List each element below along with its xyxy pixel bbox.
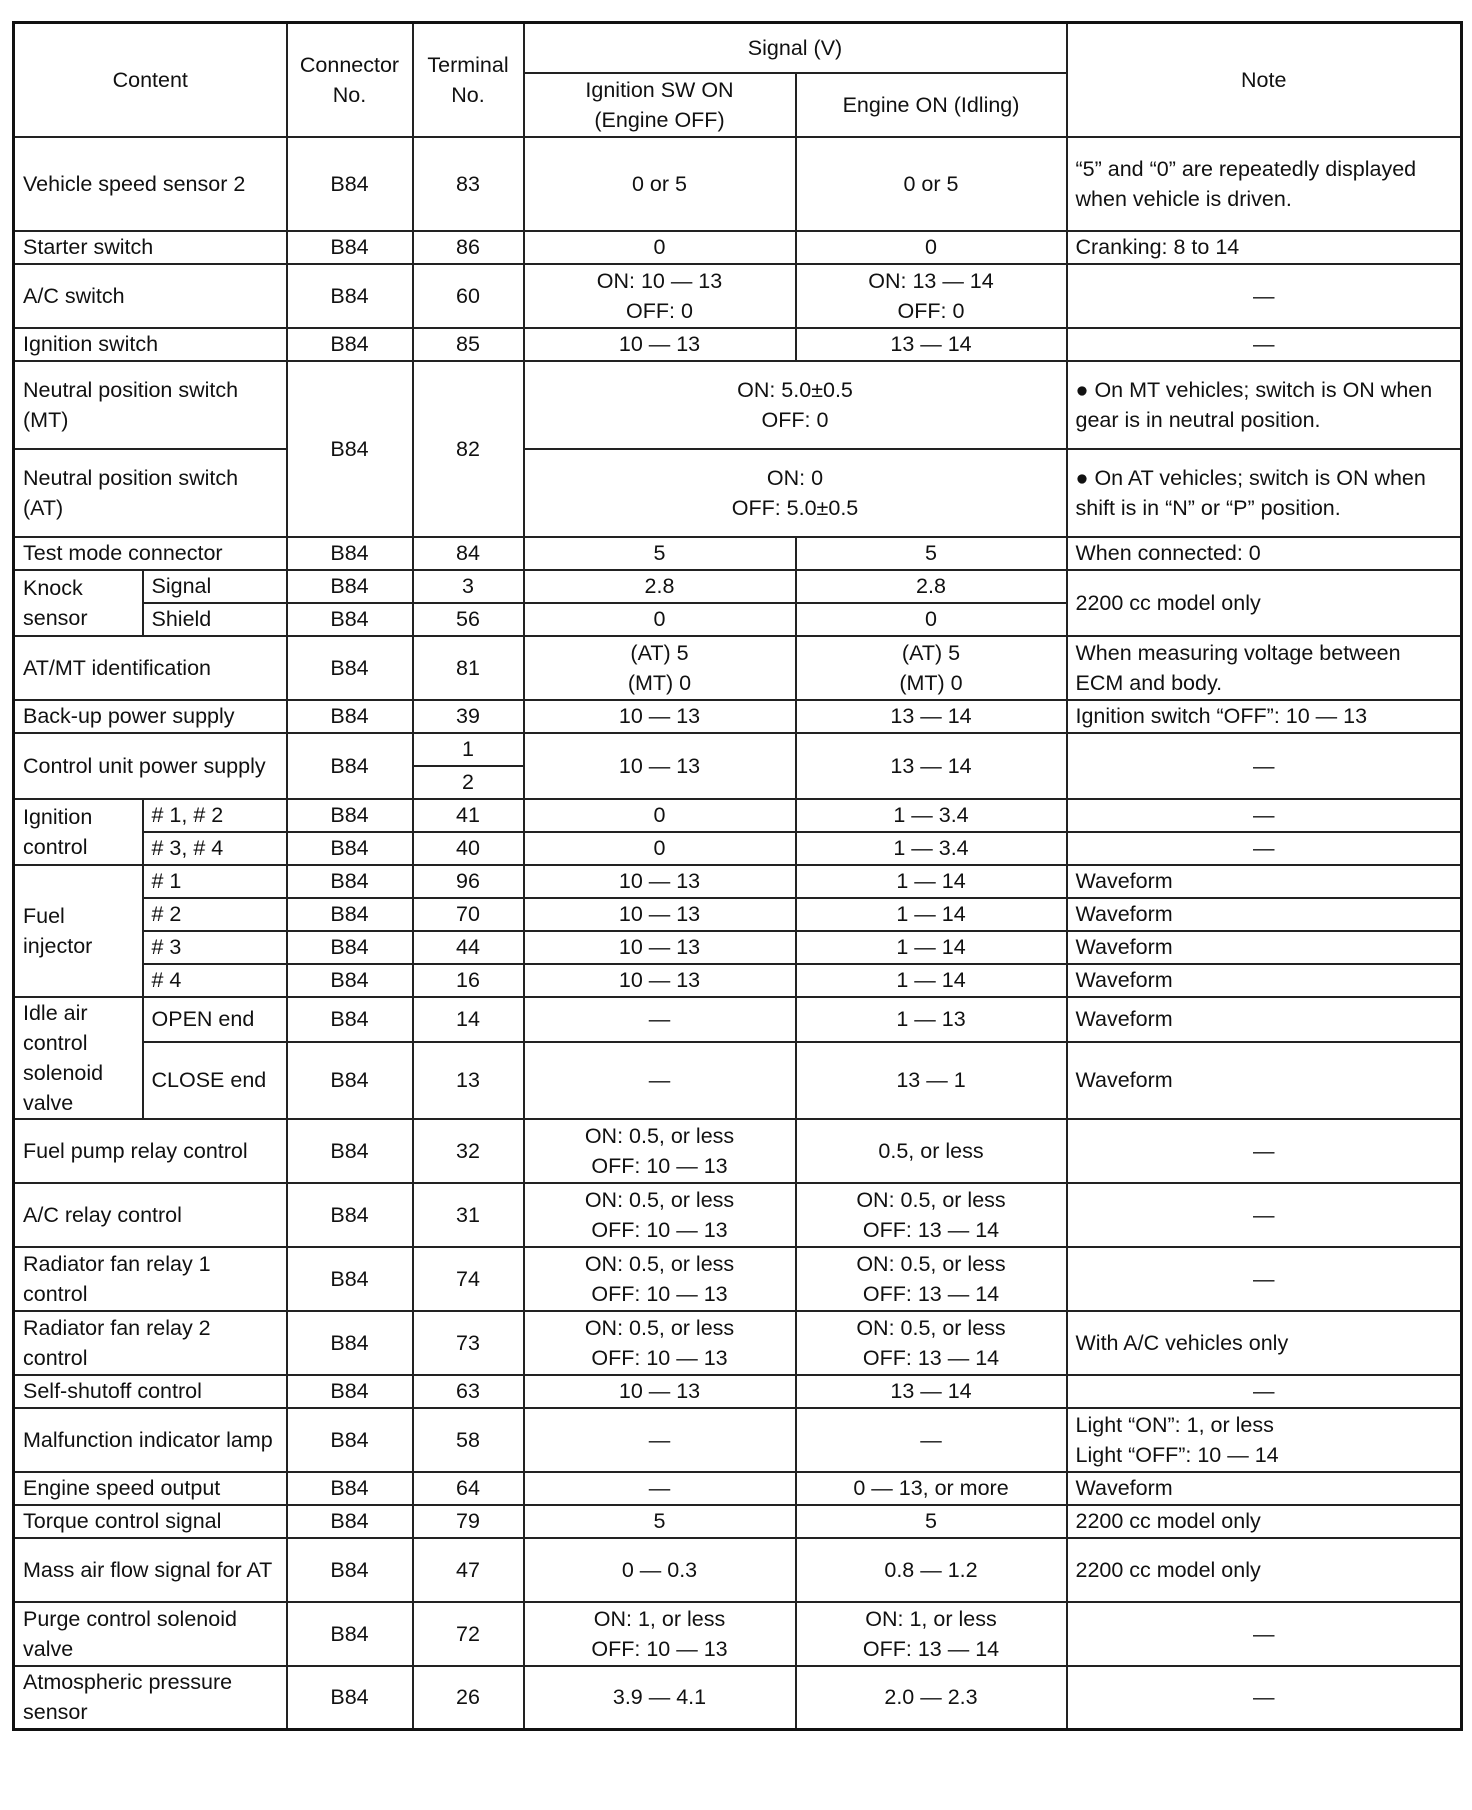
- table-row: [14, 799, 1462, 832]
- row-connector: B84: [287, 733, 413, 799]
- row-ign-signal: ON: 0.5, or less OFF: 10 — 13: [524, 1311, 796, 1375]
- row-connector: B84: [287, 799, 413, 832]
- row-eng-signal: 13 — 1: [796, 1042, 1067, 1119]
- row-connector: B84: [287, 1505, 413, 1538]
- row-connector: B84: [287, 1472, 413, 1505]
- row-eng-signal: 1 — 14: [796, 931, 1067, 964]
- row-terminal: 84: [413, 537, 524, 570]
- row-terminal: 81: [413, 636, 524, 700]
- row-ign-signal: 3.9 — 4.1: [524, 1666, 796, 1730]
- row-content: Mass air flow signal for AT: [14, 1538, 287, 1602]
- row-note: ● On AT vehicles; switch is ON when shift is in “N” or “P” position.: [1067, 449, 1462, 537]
- table-row: [14, 1472, 1462, 1505]
- row-eng-signal: ON: 0.5, or less OFF: 13 — 14: [796, 1247, 1067, 1311]
- row-terminal: 64: [413, 1472, 524, 1505]
- row-terminal: 60: [413, 264, 524, 328]
- row-ign-signal: 10 — 13: [524, 964, 796, 997]
- row-subcontent: Shield: [143, 603, 287, 636]
- row-connector: B84: [287, 1538, 413, 1602]
- row-subcontent: # 1: [143, 865, 287, 898]
- row-eng-signal: 1 — 3.4: [796, 832, 1067, 865]
- row-content: Idle air control solenoid valve: [14, 997, 143, 1119]
- row-ign-signal: 10 — 13: [524, 328, 796, 361]
- row-eng-signal: 13 — 14: [796, 700, 1067, 733]
- row-connector: B84: [287, 865, 413, 898]
- row-eng-signal: 5: [796, 1505, 1067, 1538]
- row-eng-signal: 2.8: [796, 570, 1067, 603]
- row-content: Torque control signal: [14, 1505, 287, 1538]
- row-connector: B84: [287, 1666, 413, 1730]
- row-note: Waveform: [1067, 997, 1462, 1042]
- row-content: Fuel pump relay control: [14, 1119, 287, 1183]
- row-ign-signal: 0: [524, 832, 796, 865]
- row-eng-signal: 13 — 14: [796, 1375, 1067, 1408]
- row-note: Light “ON”: 1, or less Light “OFF”: 10 — 14: [1067, 1408, 1462, 1472]
- row-content: Radiator fan relay 2 control: [14, 1311, 287, 1375]
- row-terminal: 40: [413, 832, 524, 865]
- row-ign-signal: ON: 0.5, or less OFF: 10 — 13: [524, 1183, 796, 1247]
- row-signal-merged: ON: 0 OFF: 5.0±0.5: [524, 449, 1067, 537]
- row-ign-signal: —: [524, 1408, 796, 1472]
- table-row: [14, 1666, 1462, 1730]
- row-eng-signal: 5: [796, 537, 1067, 570]
- row-connector: B84: [287, 1602, 413, 1666]
- row-ign-signal: 0 or 5: [524, 137, 796, 231]
- row-ign-signal: 10 — 13: [524, 898, 796, 931]
- table-row: [14, 1311, 1462, 1375]
- table-row: [14, 1042, 1462, 1119]
- row-subcontent: # 1, # 2: [143, 799, 287, 832]
- row-terminal: 31: [413, 1183, 524, 1247]
- row-ign-signal: ON: 0.5, or less OFF: 10 — 13: [524, 1119, 796, 1183]
- header-signal: Signal (V): [524, 23, 1067, 73]
- table-row: [14, 865, 1462, 898]
- row-eng-signal: 1 — 13: [796, 997, 1067, 1042]
- row-content: Knock sensor: [14, 570, 143, 636]
- row-note: Waveform: [1067, 964, 1462, 997]
- row-terminal: 70: [413, 898, 524, 931]
- table-row: [14, 137, 1462, 231]
- row-ign-signal: 2.8: [524, 570, 796, 603]
- row-connector: B84: [287, 570, 413, 603]
- table-row: [14, 361, 1462, 449]
- row-connector: B84: [287, 1375, 413, 1408]
- row-connector: B84: [287, 832, 413, 865]
- row-signal-merged: ON: 5.0±0.5 OFF: 0: [524, 361, 1067, 449]
- row-content: Neutral position switch (MT): [14, 361, 287, 449]
- row-terminal: 56: [413, 603, 524, 636]
- row-note: —: [1067, 1119, 1462, 1183]
- row-subcontent: OPEN end: [143, 997, 287, 1042]
- row-note: —: [1067, 1375, 1462, 1408]
- row-terminal: 83: [413, 137, 524, 231]
- table-row: [14, 570, 1462, 603]
- row-terminal: 85: [413, 328, 524, 361]
- row-ign-signal: ON: 1, or less OFF: 10 — 13: [524, 1602, 796, 1666]
- row-ign-signal: —: [524, 1042, 796, 1119]
- table-row: [14, 1247, 1462, 1311]
- row-subcontent: # 4: [143, 964, 287, 997]
- row-connector: B84: [287, 700, 413, 733]
- row-terminal: 3: [413, 570, 524, 603]
- row-ign-signal: 10 — 13: [524, 700, 796, 733]
- row-content: Ignition control: [14, 799, 143, 865]
- row-terminal: 39: [413, 700, 524, 733]
- row-subcontent: # 3: [143, 931, 287, 964]
- header-ignition-on: Ignition SW ON (Engine OFF): [524, 73, 796, 137]
- row-terminal: 86: [413, 231, 524, 264]
- row-ign-signal: 10 — 13: [524, 931, 796, 964]
- row-subcontent: CLOSE end: [143, 1042, 287, 1119]
- row-ign-signal: —: [524, 997, 796, 1042]
- row-terminal: 41: [413, 799, 524, 832]
- row-note: Waveform: [1067, 1042, 1462, 1119]
- row-note: —: [1067, 1247, 1462, 1311]
- row-terminal: 14: [413, 997, 524, 1042]
- row-connector: B84: [287, 964, 413, 997]
- row-connector: B84: [287, 264, 413, 328]
- row-connector: B84: [287, 636, 413, 700]
- row-eng-signal: ON: 13 — 14 OFF: 0: [796, 264, 1067, 328]
- header-terminal: Terminal No.: [413, 23, 524, 137]
- row-eng-signal: 13 — 14: [796, 328, 1067, 361]
- row-terminal: 2: [413, 766, 524, 799]
- row-ign-signal: 10 — 13: [524, 1375, 796, 1408]
- row-note: —: [1067, 733, 1462, 799]
- row-ign-signal: 0 — 0.3: [524, 1538, 796, 1602]
- row-eng-signal: (AT) 5 (MT) 0: [796, 636, 1067, 700]
- header-content: Content: [14, 23, 287, 137]
- table-row: [14, 964, 1462, 997]
- table-row: [14, 1408, 1462, 1472]
- row-subcontent: Signal: [143, 570, 287, 603]
- row-terminal: 1: [413, 733, 524, 766]
- header-connector: Connector No.: [287, 23, 413, 137]
- row-note: —: [1067, 1666, 1462, 1730]
- row-ign-signal: 10 — 13: [524, 733, 796, 799]
- row-ign-signal: 0: [524, 231, 796, 264]
- row-content: Malfunction indicator lamp: [14, 1408, 287, 1472]
- row-note: Waveform: [1067, 898, 1462, 931]
- row-ign-signal: (AT) 5 (MT) 0: [524, 636, 796, 700]
- row-subcontent: # 2: [143, 898, 287, 931]
- table-row: [14, 1538, 1462, 1602]
- row-connector: B84: [287, 328, 413, 361]
- row-terminal: 58: [413, 1408, 524, 1472]
- row-content: Engine speed output: [14, 1472, 287, 1505]
- table-row: [14, 931, 1462, 964]
- row-ign-signal: 0: [524, 603, 796, 636]
- row-note: —: [1067, 1183, 1462, 1247]
- row-note: —: [1067, 832, 1462, 865]
- row-ign-signal: ON: 0.5, or less OFF: 10 — 13: [524, 1247, 796, 1311]
- row-terminal: 26: [413, 1666, 524, 1730]
- row-eng-signal: 2.0 — 2.3: [796, 1666, 1067, 1730]
- row-eng-signal: ON: 0.5, or less OFF: 13 — 14: [796, 1311, 1067, 1375]
- ecm-signal-table: [12, 21, 1463, 1731]
- row-connector: B84: [287, 1042, 413, 1119]
- row-note: —: [1067, 799, 1462, 832]
- row-note: Waveform: [1067, 1472, 1462, 1505]
- row-note: Waveform: [1067, 865, 1462, 898]
- row-content: Purge control solenoid valve: [14, 1602, 287, 1666]
- row-terminal: 16: [413, 964, 524, 997]
- row-connector: B84: [287, 603, 413, 636]
- row-ign-signal: ON: 10 — 13 OFF: 0: [524, 264, 796, 328]
- row-terminal: 63: [413, 1375, 524, 1408]
- row-content: Neutral position switch (AT): [14, 449, 287, 537]
- row-content: Fuel injector: [14, 865, 143, 997]
- table-row: [14, 1183, 1462, 1247]
- row-connector: B84: [287, 1119, 413, 1183]
- row-terminal: 47: [413, 1538, 524, 1602]
- row-terminal: 74: [413, 1247, 524, 1311]
- ecm-terminal-table-sheet: [12, 21, 1460, 1731]
- row-content: Radiator fan relay 1 control: [14, 1247, 287, 1311]
- row-eng-signal: 1 — 14: [796, 898, 1067, 931]
- row-eng-signal: 0: [796, 231, 1067, 264]
- row-content: A/C relay control: [14, 1183, 287, 1247]
- row-note: —: [1067, 264, 1462, 328]
- row-note: Ignition switch “OFF”: 10 — 13: [1067, 700, 1462, 733]
- row-connector: B84: [287, 898, 413, 931]
- table-row: [14, 997, 1462, 1042]
- row-note: 2200 cc model only: [1067, 1538, 1462, 1602]
- row-note: 2200 cc model only: [1067, 570, 1462, 636]
- row-connector: B84: [287, 997, 413, 1042]
- row-eng-signal: 0.8 — 1.2: [796, 1538, 1067, 1602]
- table-row: [14, 449, 1462, 537]
- row-content: Starter switch: [14, 231, 287, 264]
- row-note: —: [1067, 328, 1462, 361]
- table-row: [14, 1602, 1462, 1666]
- row-eng-signal: 1 — 3.4: [796, 799, 1067, 832]
- row-eng-signal: 0 — 13, or more: [796, 1472, 1067, 1505]
- row-note: When connected: 0: [1067, 537, 1462, 570]
- row-content: Test mode connector: [14, 537, 287, 570]
- row-connector: B84: [287, 537, 413, 570]
- table-row: [14, 264, 1462, 328]
- row-content: Self-shutoff control: [14, 1375, 287, 1408]
- row-content: Control unit power supply: [14, 733, 287, 799]
- row-connector: B84: [287, 931, 413, 964]
- table-row: [14, 328, 1462, 361]
- row-note: —: [1067, 1602, 1462, 1666]
- row-content: AT/MT identification: [14, 636, 287, 700]
- row-terminal: 73: [413, 1311, 524, 1375]
- table-row: [14, 1119, 1462, 1183]
- row-connector: B84: [287, 361, 413, 537]
- row-subcontent: # 3, # 4: [143, 832, 287, 865]
- row-note: 2200 cc model only: [1067, 1505, 1462, 1538]
- table-row: [14, 832, 1462, 865]
- row-note: Cranking: 8 to 14: [1067, 231, 1462, 264]
- row-terminal: 32: [413, 1119, 524, 1183]
- row-connector: B84: [287, 1247, 413, 1311]
- row-terminal: 44: [413, 931, 524, 964]
- row-note: “5” and “0” are repeatedly displayed when vehicle is driven.: [1067, 137, 1462, 231]
- row-content: Back-up power supply: [14, 700, 287, 733]
- row-terminal: 96: [413, 865, 524, 898]
- row-note: When measuring voltage between ECM and body.: [1067, 636, 1462, 700]
- row-eng-signal: 13 — 14: [796, 733, 1067, 799]
- row-eng-signal: 1 — 14: [796, 865, 1067, 898]
- row-ign-signal: 5: [524, 1505, 796, 1538]
- row-eng-signal: ON: 0.5, or less OFF: 13 — 14: [796, 1183, 1067, 1247]
- row-ign-signal: 0: [524, 799, 796, 832]
- table-row: [14, 733, 1462, 766]
- row-terminal: 72: [413, 1602, 524, 1666]
- table-row: [14, 1375, 1462, 1408]
- row-connector: B84: [287, 137, 413, 231]
- row-content: Vehicle speed sensor 2: [14, 137, 287, 231]
- row-connector: B84: [287, 1408, 413, 1472]
- row-ign-signal: —: [524, 1472, 796, 1505]
- row-content: Atmospheric pressure sensor: [14, 1666, 287, 1730]
- row-note: With A/C vehicles only: [1067, 1311, 1462, 1375]
- row-ign-signal: 10 — 13: [524, 865, 796, 898]
- row-terminal: 82: [413, 361, 524, 537]
- row-terminal: 79: [413, 1505, 524, 1538]
- header-note: Note: [1067, 23, 1462, 137]
- row-content: Ignition switch: [14, 328, 287, 361]
- row-terminal: 13: [413, 1042, 524, 1119]
- row-eng-signal: 0: [796, 603, 1067, 636]
- row-eng-signal: 0.5, or less: [796, 1119, 1067, 1183]
- row-content: A/C switch: [14, 264, 287, 328]
- table-row: [14, 636, 1462, 700]
- header-engine-on: Engine ON (Idling): [796, 73, 1067, 137]
- table-row: [14, 898, 1462, 931]
- table-row: [14, 1505, 1462, 1538]
- row-eng-signal: 0 or 5: [796, 137, 1067, 231]
- row-note: Waveform: [1067, 931, 1462, 964]
- table-row: [14, 231, 1462, 264]
- row-eng-signal: 1 — 14: [796, 964, 1067, 997]
- table-row: [14, 537, 1462, 570]
- row-eng-signal: ON: 1, or less OFF: 13 — 14: [796, 1602, 1067, 1666]
- row-eng-signal: —: [796, 1408, 1067, 1472]
- table-row: [14, 700, 1462, 733]
- row-connector: B84: [287, 1183, 413, 1247]
- row-connector: B84: [287, 1311, 413, 1375]
- row-note: ● On MT vehicles; switch is ON when gear is in neutral position.: [1067, 361, 1462, 449]
- row-connector: B84: [287, 231, 413, 264]
- row-ign-signal: 5: [524, 537, 796, 570]
